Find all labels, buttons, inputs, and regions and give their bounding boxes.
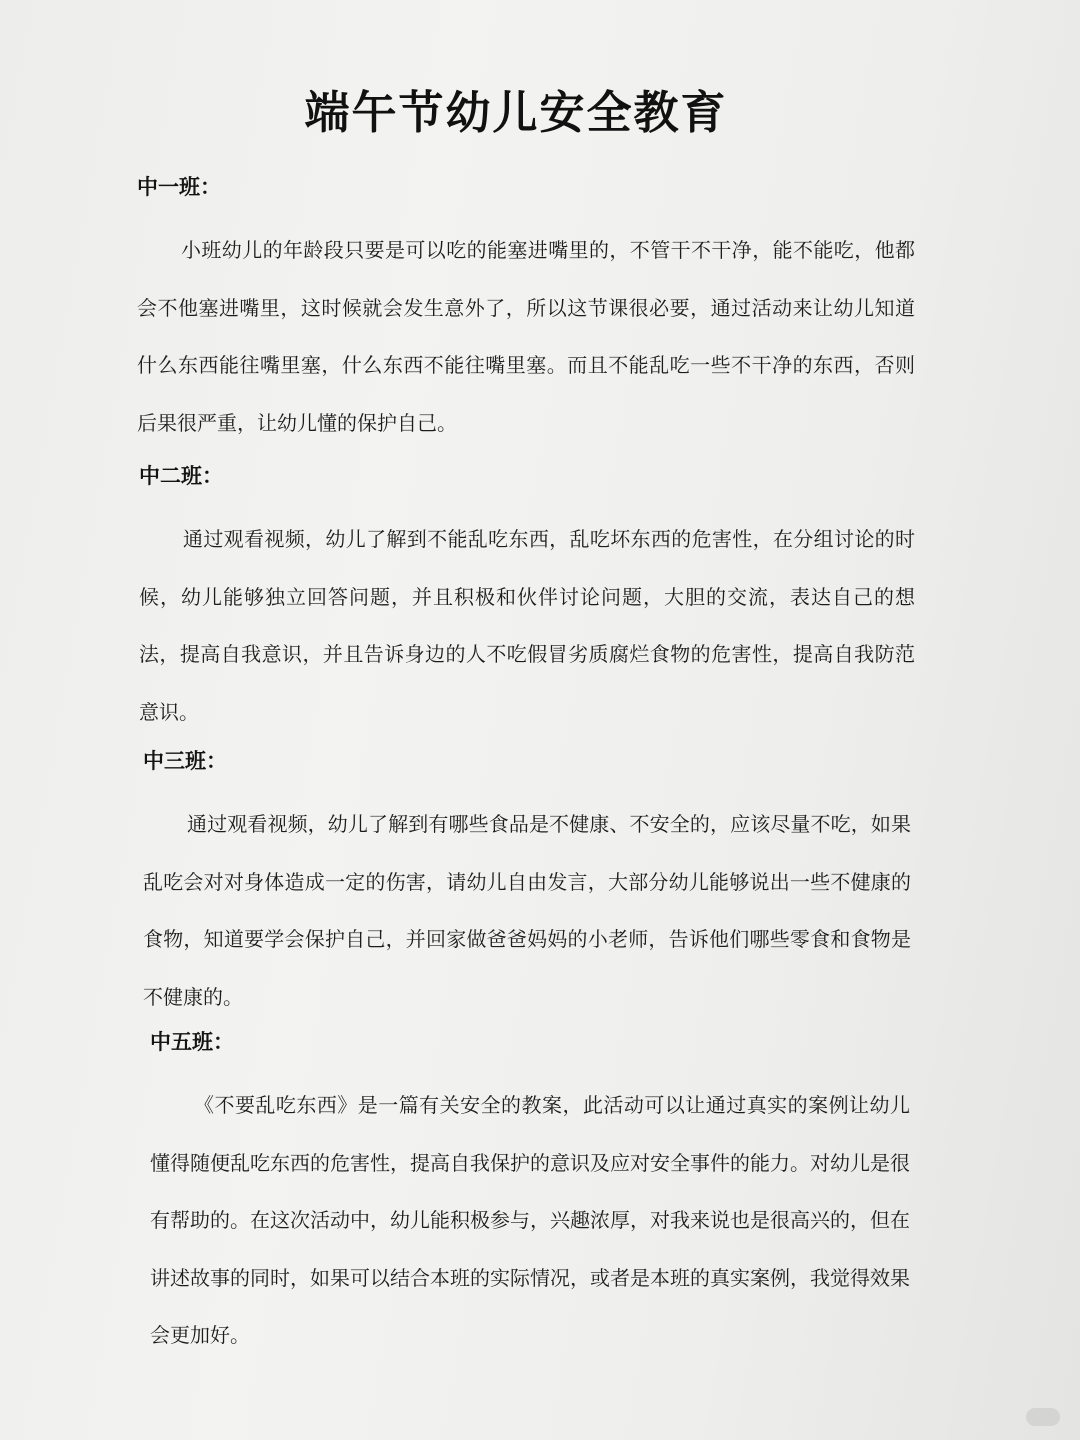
section-class-3 xyxy=(143,741,911,1026)
section-paragraph: 《不要乱吃东西》是一篇有关安全的教案，此活动可以让通过真实的案例让幼儿懂得随便乱吃东西的危害性，提高自我保护的意识及应对安全事件的能力。对幼儿是很有帮助的。在这次活动中，幼儿能积极参与，兴趣浓厚，对我来说也是很高兴的，但在讲述故事的同时，如果可以结合本班的实际情况，或者是本班的真实案例，我觉得效果会更加好。 xyxy=(150,1093,910,1347)
section-paragraph: 通过观看视频，幼儿了解到不能乱吃东西，乱吃坏东西的危害性，在分组讨论的时候，幼儿能够独立回答问题，并且积极和伙伴讨论问题，大胆的交流，表达自己的想法，提高自我意识，并且告诉身边的人不吃假冒劣质腐烂食物的危害性，提高自我防范意识。 xyxy=(139,527,915,724)
watermark-badge xyxy=(1026,1408,1060,1426)
section-heading: 中一班： xyxy=(137,175,221,199)
section-class-2 xyxy=(139,456,915,741)
section-paragraph: 通过观看视频，幼儿了解到有哪些食品是不健康、不安全的，应该尽量不吃，如果乱吃会对对身体造成一定的伤害，请幼儿自由发言，大部分幼儿能够说出一些不健康的食物，知道要学会保护自己，并回家做爸爸妈妈的小老师，告诉他们哪些零食和食物是不健康的。 xyxy=(143,812,911,1009)
document-title: 端午节幼儿安全教育 xyxy=(304,86,728,139)
section-class-1 xyxy=(137,167,915,452)
section-heading: 中二班： xyxy=(139,464,223,488)
section-paragraph: 小班幼儿的年龄段只要是可以吃的能塞进嘴里的，不管干不干净，能不能吃，他都会不他塞进嘴里，这时候就会发生意外了，所以这节课很必要，通过活动来让幼儿知道什么东西能往嘴里塞，什么东西不能往嘴里塞。而且不能乱吃一些不干净的东西，否则后果很严重，让幼儿懂的保护自己。 xyxy=(137,238,915,435)
section-heading: 中五班： xyxy=(150,1030,234,1054)
section-heading: 中三班： xyxy=(143,749,227,773)
section-class-5 xyxy=(150,1022,910,1365)
